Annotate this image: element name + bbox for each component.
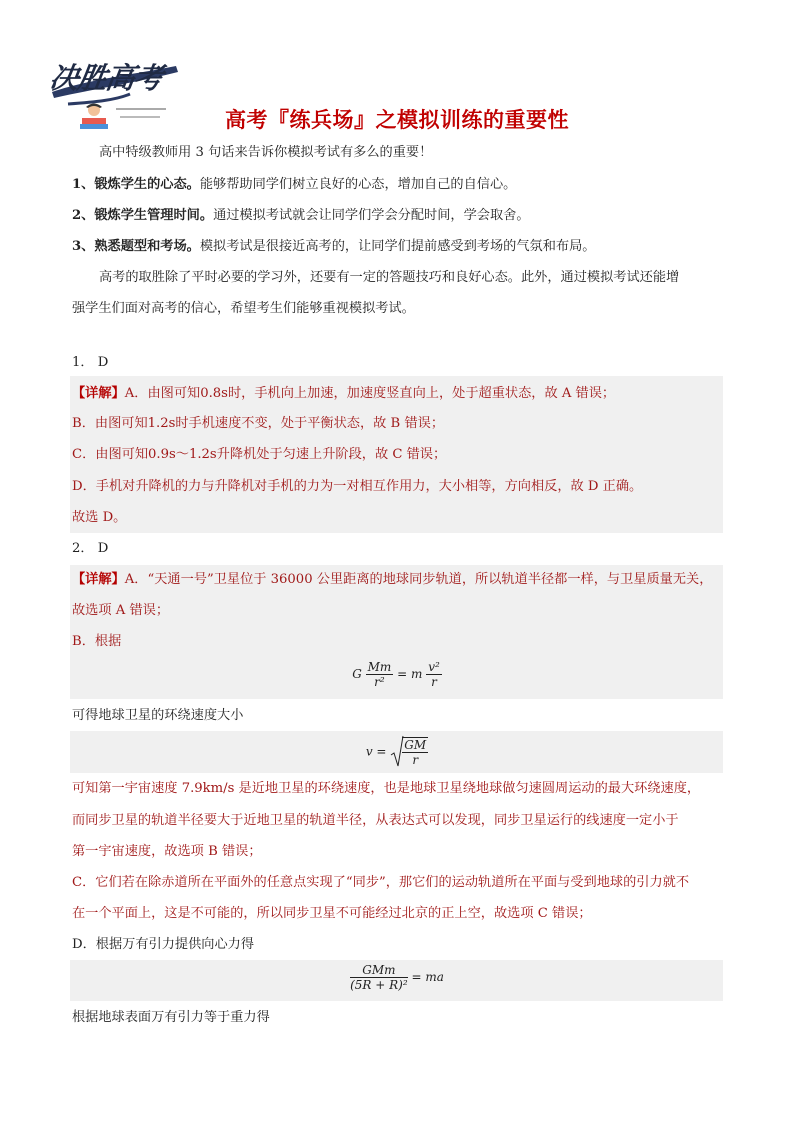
q1-option-d: D．手机对升降机的力与升降机对手机的力为一对相互作用力，大小相等，方向相反，故 D 正确。 bbox=[72, 479, 643, 494]
formula-centripetal-acceleration: $\frac{\text{GMm}}{\text{(5R + R)²}}$ = ma bbox=[350, 963, 444, 992]
q2-option-c-line-2: 在一个平面上，这是不可能的，所以同步卫星不可能经过北京的正上空，故选项 C 错误； bbox=[72, 906, 592, 921]
q2-option-a-line-2: 故选项 A 错误； bbox=[72, 603, 170, 618]
logo-text: 决胜高考 bbox=[47, 61, 165, 95]
q2-option-c-line-1: C．它们若在除赤道所在平面外的任意点实现了“同步”，那它们的运动轨道所在平面与受到地球的引力就不 bbox=[72, 875, 690, 890]
q2-header: 2． D bbox=[72, 541, 109, 556]
formula-gravitation-centripetal: G $\frac{Mm}{\text{r²}}$ = m $\frac{\text{v²}}{r}$ bbox=[352, 660, 440, 689]
q2-option-b-line-4: 而同步卫星的轨道半径要大于近地卫星的轨道半径，从表达式可以发现，同步卫星运行的线速度一定小于 bbox=[72, 813, 679, 828]
intro-paragraph-line-2: 强学生们面对高考的信心，希望考生们能够重视模拟考试。 bbox=[72, 301, 415, 316]
q1-option-a: 【详解】A．由图可知0.8s时，手机向上加速，加速度竖直向上，处于超重状态，故 A 错误； bbox=[72, 386, 616, 401]
q2-option-d-intro: D．根据万有引力提供向心力得 bbox=[72, 937, 255, 952]
q1-option-b: B．由图可知1.2s时手机速度不变，处于平衡状态，故 B 错误； bbox=[72, 416, 445, 431]
q1-header: 1． D bbox=[72, 355, 109, 370]
formula-orbital-velocity: v = $\frac{GM}{r}$ bbox=[0, 735, 794, 769]
q1-option-c: C．由图可知0.9s～1.2s升降机处于匀速上升阶段，故 C 错误； bbox=[72, 447, 447, 462]
intro-paragraph-line-1: 高考的取胜除了平时必要的学习外，还要有一定的答题技巧和良好心态。此外，通过模拟考试还能增 bbox=[99, 270, 680, 285]
q2-option-b-line-3: 可知第一宇宙速度 7.9km/s 是近地卫星的环绕速度，也是地球卫星绕地球做匀速圆周运动的最大环绕速度， bbox=[72, 781, 701, 796]
q2-option-a-line-1: 【详解】A．“天通一号”卫星位于 36000 公里距离的地球同步轨道，所以轨道半径都一样，与卫星质量无关， bbox=[72, 572, 713, 587]
intro-lead: 高中特级教师用 3 句话来告诉你模拟考试有多么的重要！ bbox=[99, 145, 433, 160]
q2-option-b-intro: B．根据 bbox=[72, 634, 122, 649]
q2-option-b-velocity-text: 可得地球卫星的环绕速度大小 bbox=[72, 708, 244, 723]
intro-point-3: 3、熟悉题型和考场。模拟考试是很接近高考的，让同学们提前感受到考场的气氛和布局。 bbox=[72, 239, 596, 254]
q2-option-b-line-5: 第一宇宙速度，故选项 B 错误； bbox=[72, 844, 262, 859]
intro-point-2: 2、锻炼学生管理时间。通过模拟考试就会让同学们学会分配时间，学会取舍。 bbox=[72, 208, 530, 223]
q1-conclusion: 故选 D。 bbox=[72, 510, 127, 525]
intro-point-1: 1、锻炼学生的心态。能够帮助同学们树立良好的心态，增加自己的自信心。 bbox=[72, 177, 517, 192]
q2-option-d-gravity-text: 根据地球表面万有引力等于重力得 bbox=[72, 1010, 270, 1025]
page-title: 高考『练兵场』之模拟训练的重要性 bbox=[225, 108, 569, 132]
